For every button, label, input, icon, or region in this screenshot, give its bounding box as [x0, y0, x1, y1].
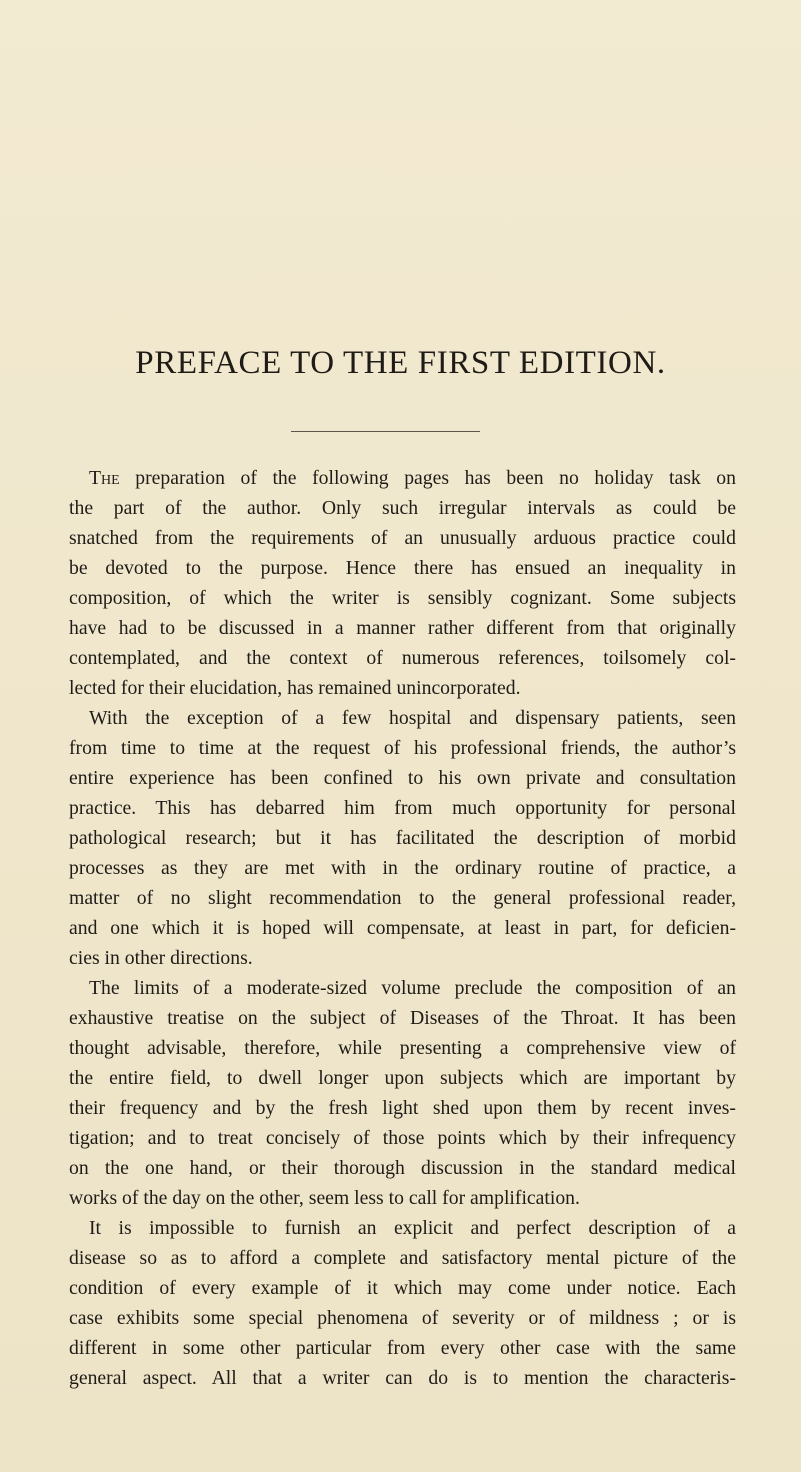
text-line: It is impossible to furnish an explicit and perfect description of a	[89, 1217, 736, 1239]
page-title: PREFACE TO THE FIRST EDITION.	[135, 345, 666, 381]
text-line: pathological research; but it has facilitated the description of morbid	[69, 827, 736, 849]
text-line: have had to be discussed in a manner rather different from that originally	[69, 617, 736, 639]
text-line: condition of every example of it which may come under notice. Each	[69, 1277, 736, 1299]
text-line: tigation; and to treat concisely of those points which by their infrequency	[69, 1127, 736, 1149]
lead-word: The	[89, 467, 120, 489]
text-line: works of the day on the other, seem less to call for amplification.	[69, 1187, 580, 1209]
text-line	[69, 463, 736, 493]
text-line: general aspect. All that a writer can do is to mention the characteris-	[69, 1367, 736, 1389]
paragraph-2	[69, 703, 736, 973]
text-line: The limits of a moderate-sized volume preclude the composition of an	[89, 977, 736, 999]
text-line: the entire field, to dwell longer upon subjects which are important by	[69, 1067, 736, 1089]
text-line: be devoted to the purpose. Hence there has ensued an inequality in	[69, 557, 736, 579]
text-line: case exhibits some special phenomena of severity or of mildness ; or is	[69, 1307, 736, 1329]
text-line: disease so as to afford a complete and satisfactory mental picture of the	[69, 1247, 736, 1269]
text-line: composition, of which the writer is sensibly cognizant. Some subjects	[69, 587, 736, 609]
text-line: With the exception of a few hospital and dispensary patients, seen	[89, 707, 736, 729]
text-line: snatched from the requirements of an unusually arduous practice could	[69, 527, 736, 549]
text-line: their frequency and by the fresh light shed upon them by recent inves-	[69, 1097, 736, 1119]
text-line: exhaustive treatise on the subject of Diseases of the Throat. It has been	[69, 1007, 736, 1029]
preface-body	[69, 463, 736, 1393]
paragraph-3	[69, 973, 736, 1213]
text-line: and one which it is hoped will compensate, at least in part, for deficien-	[69, 917, 736, 939]
text-line: different in some other particular from every other case with the same	[69, 1337, 736, 1359]
text-line: processes as they are met with in the ordinary routine of practice, a	[69, 857, 736, 879]
text-line-content: preparation of the following pages has been no holiday task on	[119, 467, 736, 489]
paragraph-1	[69, 463, 736, 703]
text-line: entire experience has been confined to his own private and consultation	[69, 767, 736, 789]
text-line: thought advisable, therefore, while presenting a comprehensive view of	[69, 1037, 736, 1059]
text-line: on the one hand, or their thorough discussion in the standard medical	[69, 1157, 736, 1179]
text-line: the part of the author. Only such irregular intervals as could be	[69, 497, 736, 519]
text-line: practice. This has debarred him from much opportunity for personal	[69, 797, 736, 819]
paragraph-4	[69, 1213, 736, 1393]
title-divider	[291, 431, 480, 432]
text-line: cies in other directions.	[69, 947, 253, 969]
text-line: lected for their elucidation, has remained unincorporated.	[69, 677, 521, 699]
text-line: contemplated, and the context of numerous references, toilsomely col-	[69, 647, 736, 669]
text-line: matter of no slight recommendation to the general professional reader,	[69, 887, 736, 909]
text-line: from time to time at the request of his professional friends, the author’s	[69, 737, 736, 759]
